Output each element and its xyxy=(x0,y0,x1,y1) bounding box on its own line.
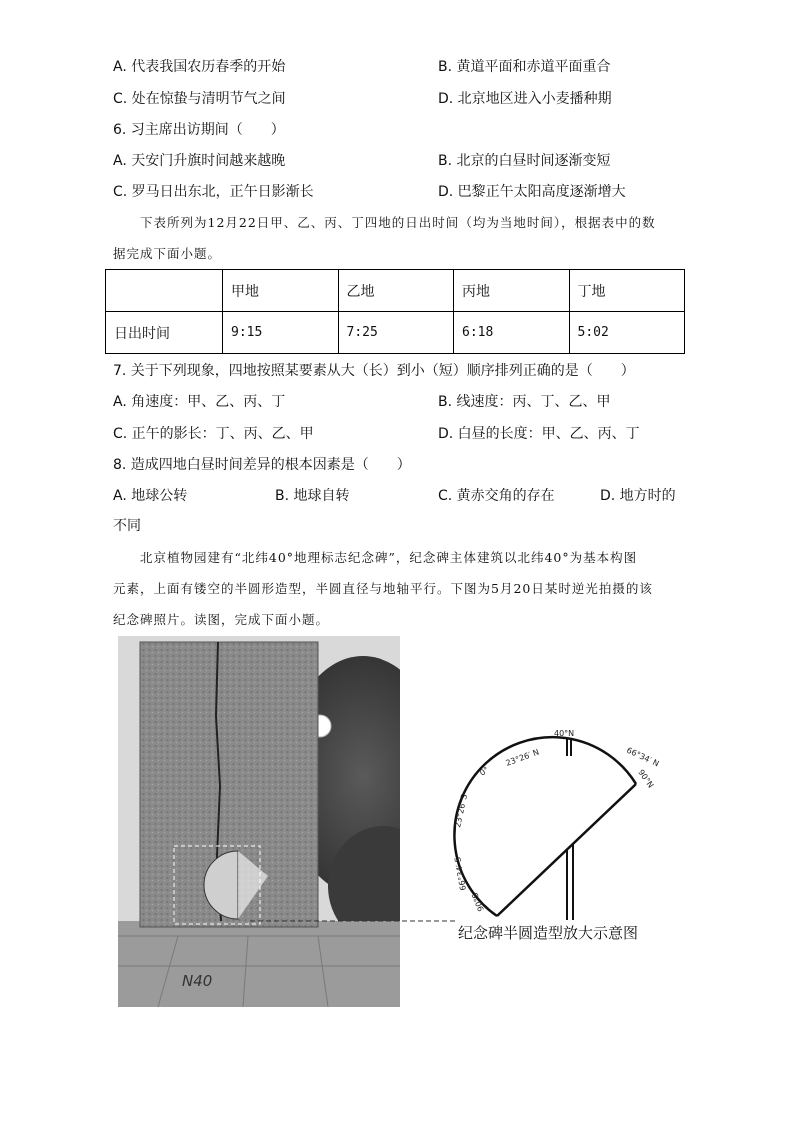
q5-option-c: C. 处在惊蛰与清明节气之间 xyxy=(113,91,286,107)
monument-intro-line1: 北京植物园建有“北纬40°地理标志纪念碑”，纪念碑主体建筑以北纬40°为基本构图 xyxy=(140,550,638,565)
monument-engraving: N40 xyxy=(182,972,213,990)
table-header-ding: 丁地 xyxy=(569,270,685,312)
diagram-caption: 纪念碑半圆造型放大示意图 xyxy=(458,924,639,942)
table-header-row xyxy=(106,270,685,312)
q6-option-d: D. 巴黎正午太阳高度逐渐增大 xyxy=(438,184,626,200)
q6-option-c: C. 罗马日出东北，正午日影渐长 xyxy=(113,184,314,200)
photo-ground xyxy=(118,921,400,1007)
q7-option-d: D. 白昼的长度：甲、乙、丙、丁 xyxy=(438,426,640,442)
q8-option-b: B. 地球自转 xyxy=(275,488,350,504)
label-40n: 40°N xyxy=(554,729,575,738)
table-cell-ding: 5:02 xyxy=(569,312,685,354)
table-intro-line2: 据完成下面小题。 xyxy=(113,246,222,261)
diagram-stand xyxy=(567,844,573,920)
q7-option-a: A. 角速度：甲、乙、丙、丁 xyxy=(113,394,286,410)
table-cell-yi: 7:25 xyxy=(338,312,454,354)
q6-stem: 6. 习主席出访期间（ ） xyxy=(113,122,285,138)
q5-option-a: A. 代表我国农历春季的开始 xyxy=(113,59,286,75)
q7-option-c: C. 正午的影长：丁、丙、乙、甲 xyxy=(113,426,314,442)
semicircle-diagram xyxy=(400,720,700,950)
diagram-arc xyxy=(454,737,636,916)
label-66s: 66°34′ S xyxy=(453,856,468,892)
label-90n: 90°N xyxy=(636,767,656,790)
q5-option-d: D. 北京地区进入小麦播种期 xyxy=(438,91,612,107)
q7-option-b: B. 线速度：丙、丁、乙、甲 xyxy=(438,394,611,410)
label-23s: 23°26′ S xyxy=(453,793,469,829)
label-90s: 90°S xyxy=(470,891,486,913)
q5-option-b: B. 黄道平面和赤道平面重合 xyxy=(438,59,611,75)
table-row xyxy=(106,312,685,354)
label-66n: 66°34′ N xyxy=(625,745,661,769)
monument-intro-line2: 元素，上面有镂空的半圆形造型，半圆直径与地轴平行。下图为5月20日某时逆光拍摄的该 xyxy=(113,581,653,596)
table-header-yi: 乙地 xyxy=(338,270,454,312)
table-header-empty xyxy=(106,270,223,312)
sunrise-table xyxy=(105,269,685,354)
diagram-40n-marker xyxy=(567,738,571,756)
q6-option-a: A. 天安门升旗时间越来越晚 xyxy=(113,153,286,169)
q8-option-d-continued: 不同 xyxy=(113,518,141,534)
q8-stem: 8. 造成四地白昼时间差异的根本因素是（ ） xyxy=(113,457,411,473)
monument-intro-line3: 纪念碑照片。读图，完成下面小题。 xyxy=(113,612,330,627)
label-23n: 23°26′ N xyxy=(504,747,541,768)
q8-option-d: D. 地方时的 xyxy=(600,488,676,504)
table-intro-line1: 下表所列为12月22日甲、乙、丙、丁四地的日出时间（均为当地时间），根据表中的数 xyxy=(140,215,656,230)
q8-option-a: A. 地球公转 xyxy=(113,488,188,504)
label-equator: 0° xyxy=(477,765,491,778)
monument-photo xyxy=(118,636,400,1007)
table-header-bing: 丙地 xyxy=(454,270,570,312)
table-header-jia: 甲地 xyxy=(223,270,339,312)
q6-option-b: B. 北京的白昼时间逐渐变短 xyxy=(438,153,611,169)
table-row-label: 日出时间 xyxy=(106,312,223,354)
table-cell-bing: 6:18 xyxy=(454,312,570,354)
q7-stem: 7. 关于下列现象，四地按照某要素从大（长）到小（短）顺序排列正确的是（ ） xyxy=(113,363,635,379)
table-cell-jia: 9:15 xyxy=(223,312,339,354)
q8-option-c: C. 黄赤交角的存在 xyxy=(438,488,555,504)
